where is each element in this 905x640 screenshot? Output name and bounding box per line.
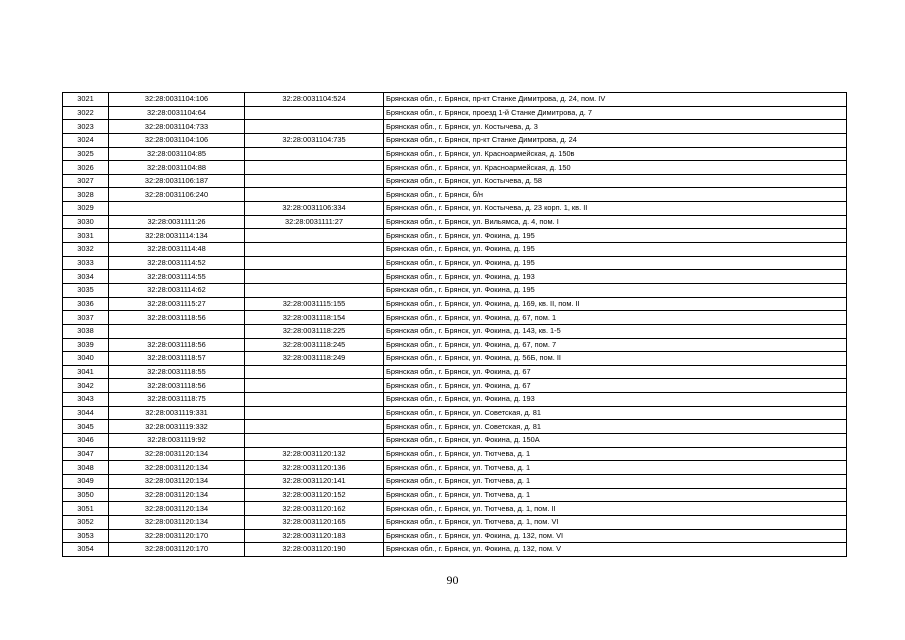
address-cell: Брянская обл., г. Брянск, ул. Фокина, д. 67, пом. 1: [384, 311, 847, 325]
address-cell: Брянская обл., г. Брянск, ул. Фокина, д. 193: [384, 270, 847, 284]
cadastral-number-cell: 32:28:0031104:106: [109, 133, 245, 147]
table-row: [63, 502, 847, 516]
cadastral-number-cell: 32:28:0031118:56: [109, 311, 245, 325]
row-number-cell: 3029: [63, 202, 109, 216]
premises-cadastral-number-cell: 32:28:0031118:249: [245, 352, 384, 366]
row-number-cell: 3041: [63, 365, 109, 379]
page-number: 90: [446, 573, 459, 587]
address-cell: Брянская обл., г. Брянск, ул. Тютчева, д. 1: [384, 447, 847, 461]
address-cell: Брянская обл., г. Брянск, ул. Фокина, д. 195: [384, 229, 847, 243]
address-cell: Брянская обл., г. Брянск, ул. Костычева, д. 23 корп. 1, кв. II: [384, 202, 847, 216]
row-number-cell: 3034: [63, 270, 109, 284]
cadastral-number-cell: 32:28:0031106:187: [109, 174, 245, 188]
row-number-cell: 3051: [63, 502, 109, 516]
cadastral-number-cell: [109, 324, 245, 338]
cadastral-number-cell: 32:28:0031104:64: [109, 106, 245, 120]
address-cell: Брянская обл., г. Брянск, ул. Красноармейская, д. 150: [384, 161, 847, 175]
premises-cadastral-number-cell: 32:28:0031115:155: [245, 297, 384, 311]
address-cell: Брянская обл., г. Брянск, ул. Фокина, д. 132, пом. V: [384, 543, 847, 557]
premises-cadastral-number-cell: [245, 420, 384, 434]
table-row: [63, 147, 847, 161]
cadastral-registry-table: [62, 92, 847, 557]
cadastral-number-cell: 32:28:0031106:240: [109, 188, 245, 202]
premises-cadastral-number-cell: [245, 434, 384, 448]
cadastral-number-cell: 32:28:0031104:88: [109, 161, 245, 175]
address-cell: Брянская обл., г. Брянск, ул. Тютчева, д. 1, пом. VI: [384, 515, 847, 529]
row-number-cell: 3026: [63, 161, 109, 175]
cadastral-number-cell: 32:28:0031120:134: [109, 488, 245, 502]
row-number-cell: 3039: [63, 338, 109, 352]
premises-cadastral-number-cell: 32:28:0031120:162: [245, 502, 384, 516]
premises-cadastral-number-cell: [245, 174, 384, 188]
row-number-cell: 3050: [63, 488, 109, 502]
table-row: [63, 447, 847, 461]
row-number-cell: 3040: [63, 352, 109, 366]
table-row: [63, 188, 847, 202]
premises-cadastral-number-cell: [245, 365, 384, 379]
row-number-cell: 3042: [63, 379, 109, 393]
cadastral-number-cell: 32:28:0031118:56: [109, 379, 245, 393]
table-row: [63, 434, 847, 448]
row-number-cell: 3052: [63, 515, 109, 529]
table-row: [63, 161, 847, 175]
cadastral-number-cell: 32:28:0031118:56: [109, 338, 245, 352]
table-row: [63, 229, 847, 243]
premises-cadastral-number-cell: [245, 120, 384, 134]
premises-cadastral-number-cell: 32:28:0031120:141: [245, 474, 384, 488]
row-number-cell: 3048: [63, 461, 109, 475]
table-row: [63, 297, 847, 311]
cadastral-number-cell: 32:28:0031120:170: [109, 543, 245, 557]
table-row: [63, 93, 847, 107]
premises-cadastral-number-cell: [245, 283, 384, 297]
table-row: [63, 420, 847, 434]
address-cell: Брянская обл., г. Брянск, ул. Вильямса, д. 4, пом. I: [384, 215, 847, 229]
premises-cadastral-number-cell: 32:28:0031118:154: [245, 311, 384, 325]
row-number-cell: 3047: [63, 447, 109, 461]
address-cell: Брянская обл., г. Брянск, ул. Фокина, д. 195: [384, 243, 847, 257]
premises-cadastral-number-cell: 32:28:0031120:152: [245, 488, 384, 502]
address-cell: Брянская обл., г. Брянск, ул. Тютчева, д. 1: [384, 474, 847, 488]
cadastral-number-cell: 32:28:0031115:27: [109, 297, 245, 311]
address-cell: Брянская обл., г. Брянск, ул. Фокина, д. 195: [384, 256, 847, 270]
address-cell: Брянская обл., г. Брянск, пр-кт Станке Димитрова, д. 24, пом. IV: [384, 93, 847, 107]
table-row: [63, 474, 847, 488]
cadastral-number-cell: 32:28:0031114:48: [109, 243, 245, 257]
row-number-cell: 3035: [63, 283, 109, 297]
row-number-cell: 3046: [63, 434, 109, 448]
address-cell: Брянская обл., г. Брянск, б/н: [384, 188, 847, 202]
address-cell: Брянская обл., г. Брянск, ул. Фокина, д. 67, пом. 7: [384, 338, 847, 352]
table-row: [63, 106, 847, 120]
row-number-cell: 3054: [63, 543, 109, 557]
cadastral-number-cell: 32:28:0031120:134: [109, 515, 245, 529]
cadastral-number-cell: 32:28:0031120:134: [109, 447, 245, 461]
address-cell: Брянская обл., г. Брянск, ул. Фокина, д. 56Б, пом. II: [384, 352, 847, 366]
address-cell: Брянская обл., г. Брянск, ул. Костычева, д. 3: [384, 120, 847, 134]
row-number-cell: 3028: [63, 188, 109, 202]
table-row: [63, 338, 847, 352]
address-cell: Брянская обл., г. Брянск, ул. Тютчева, д. 1: [384, 461, 847, 475]
row-number-cell: 3037: [63, 311, 109, 325]
row-number-cell: 3045: [63, 420, 109, 434]
table-row: [63, 202, 847, 216]
cadastral-number-cell: 32:28:0031114:52: [109, 256, 245, 270]
table-row: [63, 393, 847, 407]
row-number-cell: 3022: [63, 106, 109, 120]
table-row: [63, 529, 847, 543]
table-row: [63, 215, 847, 229]
cadastral-number-cell: [109, 202, 245, 216]
row-number-cell: 3024: [63, 133, 109, 147]
cadastral-number-cell: 32:28:0031118:55: [109, 365, 245, 379]
row-number-cell: 3049: [63, 474, 109, 488]
premises-cadastral-number-cell: [245, 229, 384, 243]
row-number-cell: 3025: [63, 147, 109, 161]
row-number-cell: 3030: [63, 215, 109, 229]
cadastral-number-cell: 32:28:0031120:134: [109, 474, 245, 488]
table-row: [63, 270, 847, 284]
address-cell: Брянская обл., г. Брянск, ул. Фокина, д. 195: [384, 283, 847, 297]
table-row: [63, 406, 847, 420]
premises-cadastral-number-cell: [245, 147, 384, 161]
row-number-cell: 3036: [63, 297, 109, 311]
cadastral-number-cell: 32:28:0031118:75: [109, 393, 245, 407]
premises-cadastral-number-cell: 32:28:0031104:524: [245, 93, 384, 107]
table-row: [63, 174, 847, 188]
premises-cadastral-number-cell: [245, 270, 384, 284]
cadastral-number-cell: 32:28:0031120:134: [109, 502, 245, 516]
table-row: [63, 365, 847, 379]
table-row: [63, 515, 847, 529]
table-row: [63, 324, 847, 338]
table-row: [63, 256, 847, 270]
table-row: [63, 352, 847, 366]
table-row: [63, 120, 847, 134]
premises-cadastral-number-cell: [245, 243, 384, 257]
premises-cadastral-number-cell: 32:28:0031120:183: [245, 529, 384, 543]
row-number-cell: 3033: [63, 256, 109, 270]
premises-cadastral-number-cell: 32:28:0031120:190: [245, 543, 384, 557]
row-number-cell: 3053: [63, 529, 109, 543]
premises-cadastral-number-cell: [245, 256, 384, 270]
cadastral-number-cell: 32:28:0031104:85: [109, 147, 245, 161]
table-row: [63, 379, 847, 393]
address-cell: Брянская обл., г. Брянск, ул. Красноармейская, д. 150в: [384, 147, 847, 161]
premises-cadastral-number-cell: [245, 188, 384, 202]
cadastral-number-cell: 32:28:0031119:331: [109, 406, 245, 420]
address-cell: Брянская обл., г. Брянск, ул. Советская, д. 81: [384, 406, 847, 420]
table-row: [63, 461, 847, 475]
premises-cadastral-number-cell: 32:28:0031106:334: [245, 202, 384, 216]
table-row: [63, 243, 847, 257]
address-cell: Брянская обл., г. Брянск, ул. Фокина, д. 67: [384, 365, 847, 379]
address-cell: Брянская обл., г. Брянск, ул. Фокина, д. 150А: [384, 434, 847, 448]
table-row: [63, 283, 847, 297]
row-number-cell: 3032: [63, 243, 109, 257]
cadastral-number-cell: 32:28:0031118:57: [109, 352, 245, 366]
cadastral-number-cell: 32:28:0031114:55: [109, 270, 245, 284]
address-cell: Брянская обл., г. Брянск, пр-кт Станке Димитрова, д. 24: [384, 133, 847, 147]
premises-cadastral-number-cell: [245, 379, 384, 393]
table-row: [63, 311, 847, 325]
premises-cadastral-number-cell: 32:28:0031120:136: [245, 461, 384, 475]
premises-cadastral-number-cell: [245, 161, 384, 175]
cadastral-number-cell: 32:28:0031119:332: [109, 420, 245, 434]
premises-cadastral-number-cell: 32:28:0031104:735: [245, 133, 384, 147]
row-number-cell: 3027: [63, 174, 109, 188]
premises-cadastral-number-cell: 32:28:0031120:165: [245, 515, 384, 529]
address-cell: Брянская обл., г. Брянск, ул. Фокина, д. 132, пом. VI: [384, 529, 847, 543]
row-number-cell: 3043: [63, 393, 109, 407]
row-number-cell: 3023: [63, 120, 109, 134]
premises-cadastral-number-cell: 32:28:0031111:27: [245, 215, 384, 229]
table-row: [63, 543, 847, 557]
cadastral-number-cell: 32:28:0031114:134: [109, 229, 245, 243]
premises-cadastral-number-cell: [245, 406, 384, 420]
row-number-cell: 3038: [63, 324, 109, 338]
table-row: [63, 133, 847, 147]
premises-cadastral-number-cell: 32:28:0031120:132: [245, 447, 384, 461]
cadastral-number-cell: 32:28:0031120:134: [109, 461, 245, 475]
cadastral-number-cell: 32:28:0031104:106: [109, 93, 245, 107]
address-cell: Брянская обл., г. Брянск, ул. Советская, д. 81: [384, 420, 847, 434]
address-cell: Брянская обл., г. Брянск, ул. Фокина, д. 169, кв. II, пом. II: [384, 297, 847, 311]
address-cell: Брянская обл., г. Брянск, ул. Фокина, д. 193: [384, 393, 847, 407]
cadastral-number-cell: 32:28:0031114:62: [109, 283, 245, 297]
cadastral-number-cell: 32:28:0031119:92: [109, 434, 245, 448]
cadastral-number-cell: 32:28:0031120:170: [109, 529, 245, 543]
address-cell: Брянская обл., г. Брянск, ул. Тютчева, д. 1: [384, 488, 847, 502]
premises-cadastral-number-cell: [245, 393, 384, 407]
address-cell: Брянская обл., г. Брянск, ул. Костычева, д. 58: [384, 174, 847, 188]
premises-cadastral-number-cell: 32:28:0031118:245: [245, 338, 384, 352]
premises-cadastral-number-cell: 32:28:0031118:225: [245, 324, 384, 338]
row-number-cell: 3031: [63, 229, 109, 243]
row-number-cell: 3021: [63, 93, 109, 107]
premises-cadastral-number-cell: [245, 106, 384, 120]
registry-table-body: [63, 93, 847, 557]
address-cell: Брянская обл., г. Брянск, ул. Фокина, д. 143, кв. 1-5: [384, 324, 847, 338]
cadastral-number-cell: 32:28:0031104:733: [109, 120, 245, 134]
table-row: [63, 488, 847, 502]
address-cell: Брянская обл., г. Брянск, проезд 1-й Станке Димитрова, д. 7: [384, 106, 847, 120]
address-cell: Брянская обл., г. Брянск, ул. Тютчева, д. 1, пом. II: [384, 502, 847, 516]
address-cell: Брянская обл., г. Брянск, ул. Фокина, д. 67: [384, 379, 847, 393]
row-number-cell: 3044: [63, 406, 109, 420]
cadastral-number-cell: 32:28:0031111:26: [109, 215, 245, 229]
